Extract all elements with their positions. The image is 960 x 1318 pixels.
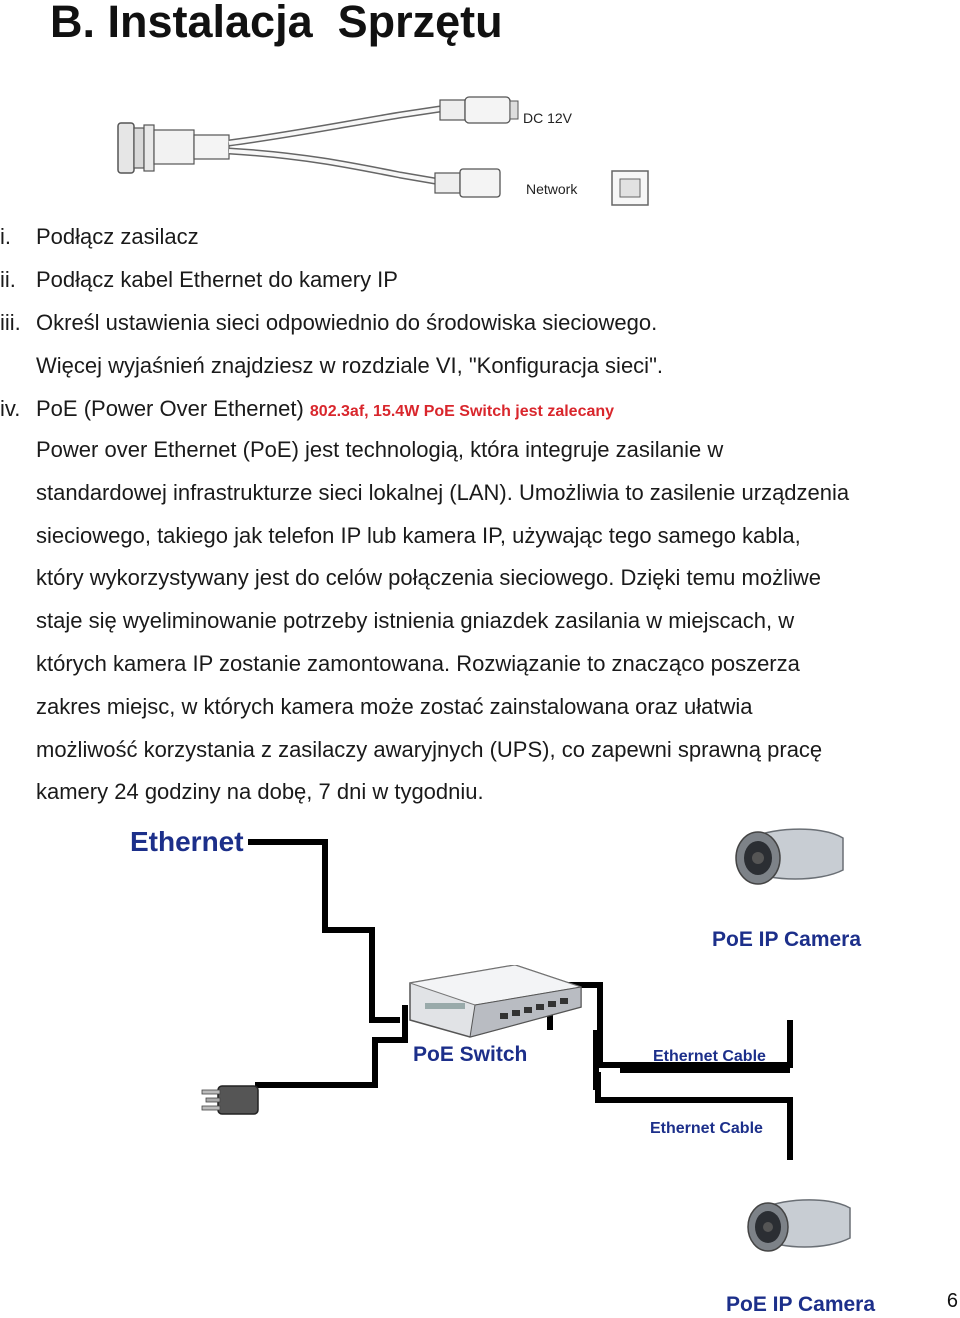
ethernet-cable-label-1: Ethernet Cable — [653, 1048, 766, 1065]
paragraph-line: kamery 24 godziny na dobę, 7 dni w tygodniu. — [36, 779, 484, 805]
paragraph-line: możliwość korzystania z zasilaczy awaryjnych (UPS), co zapewni sprawną pracę — [36, 736, 823, 762]
page-title: B. Instalacja Sprzętu — [50, 0, 503, 47]
paragraph-line: Power over Ethernet (PoE) jest technologią, która integruje zasilanie w — [36, 437, 724, 462]
ethernet-uplink-cable — [248, 842, 400, 1020]
poe-camera-bottom-icon — [742, 1192, 854, 1262]
page-number: 6 — [946, 1290, 958, 1312]
step-number: iii. — [0, 310, 21, 335]
steps-list — [0, 215, 960, 430]
poe-camera-top-icon — [730, 820, 850, 895]
poe-switch-device — [405, 965, 583, 1043]
ethernet-cable-label-2: Ethernet Cable — [650, 1120, 763, 1137]
paragraph-line: sieciowego, takiego jak telefon IP lub kamera IP, używając tego samego kabla, — [36, 522, 801, 548]
network-label: Network — [526, 181, 578, 197]
paragraph-line: staje się wyeliminowanie potrzeby istnienia gniazdek zasilania w miejscach, w — [36, 608, 795, 634]
poe-switch-label: PoE Switch — [413, 1043, 528, 1066]
step-number: ii. — [0, 267, 16, 292]
dc-12v-label: DC 12V — [523, 110, 573, 126]
step-text: Więcej wyjaśnień znajdziesz w rozdziale VI, "Konfiguracja sieci". — [36, 353, 663, 378]
step-text — [36, 387, 614, 433]
step-text: Podłącz zasilacz — [36, 224, 199, 249]
poe-description — [36, 429, 956, 814]
step-number: iv. — [0, 396, 21, 421]
poe-recommendation: 802.3af, 15.4W PoE Switch jest zalecany — [309, 403, 615, 420]
paragraph-line: zakres miejsc, w których kamera może zostać zainstalowana oraz ułatwia — [36, 693, 753, 719]
step-text: Określ ustawienia sieci odpowiednio do środowiska sieciowego. — [36, 310, 658, 335]
paragraph-line: których kamera IP zostanie zamontowana. Rozwiązanie to znacząco poszerza — [36, 650, 800, 676]
poe-ip-camera-bottom-label: PoE IP Camera — [726, 1293, 876, 1316]
poe-text: PoE (Power Over Ethernet) — [36, 396, 310, 421]
power-plug-icon — [200, 1082, 262, 1120]
poe-ip-camera-top-label: PoE IP Camera — [712, 928, 862, 951]
step-text: Podłącz kabel Ethernet do kamery IP — [36, 267, 398, 292]
y-cable-illustration — [100, 95, 660, 220]
ethernet-cable-bottom-camera — [598, 1072, 790, 1160]
paragraph-line: który wykorzystywany jest do celów połączenia sieciowego. Dzięki temu możliwe — [36, 565, 821, 591]
paragraph-line: standardowej infrastrukturze sieci lokalnej (LAN). Umożliwia to zasilenie urządzenia — [36, 479, 850, 505]
ethernet-label: Ethernet — [130, 826, 244, 857]
step-number: i. — [0, 224, 11, 249]
